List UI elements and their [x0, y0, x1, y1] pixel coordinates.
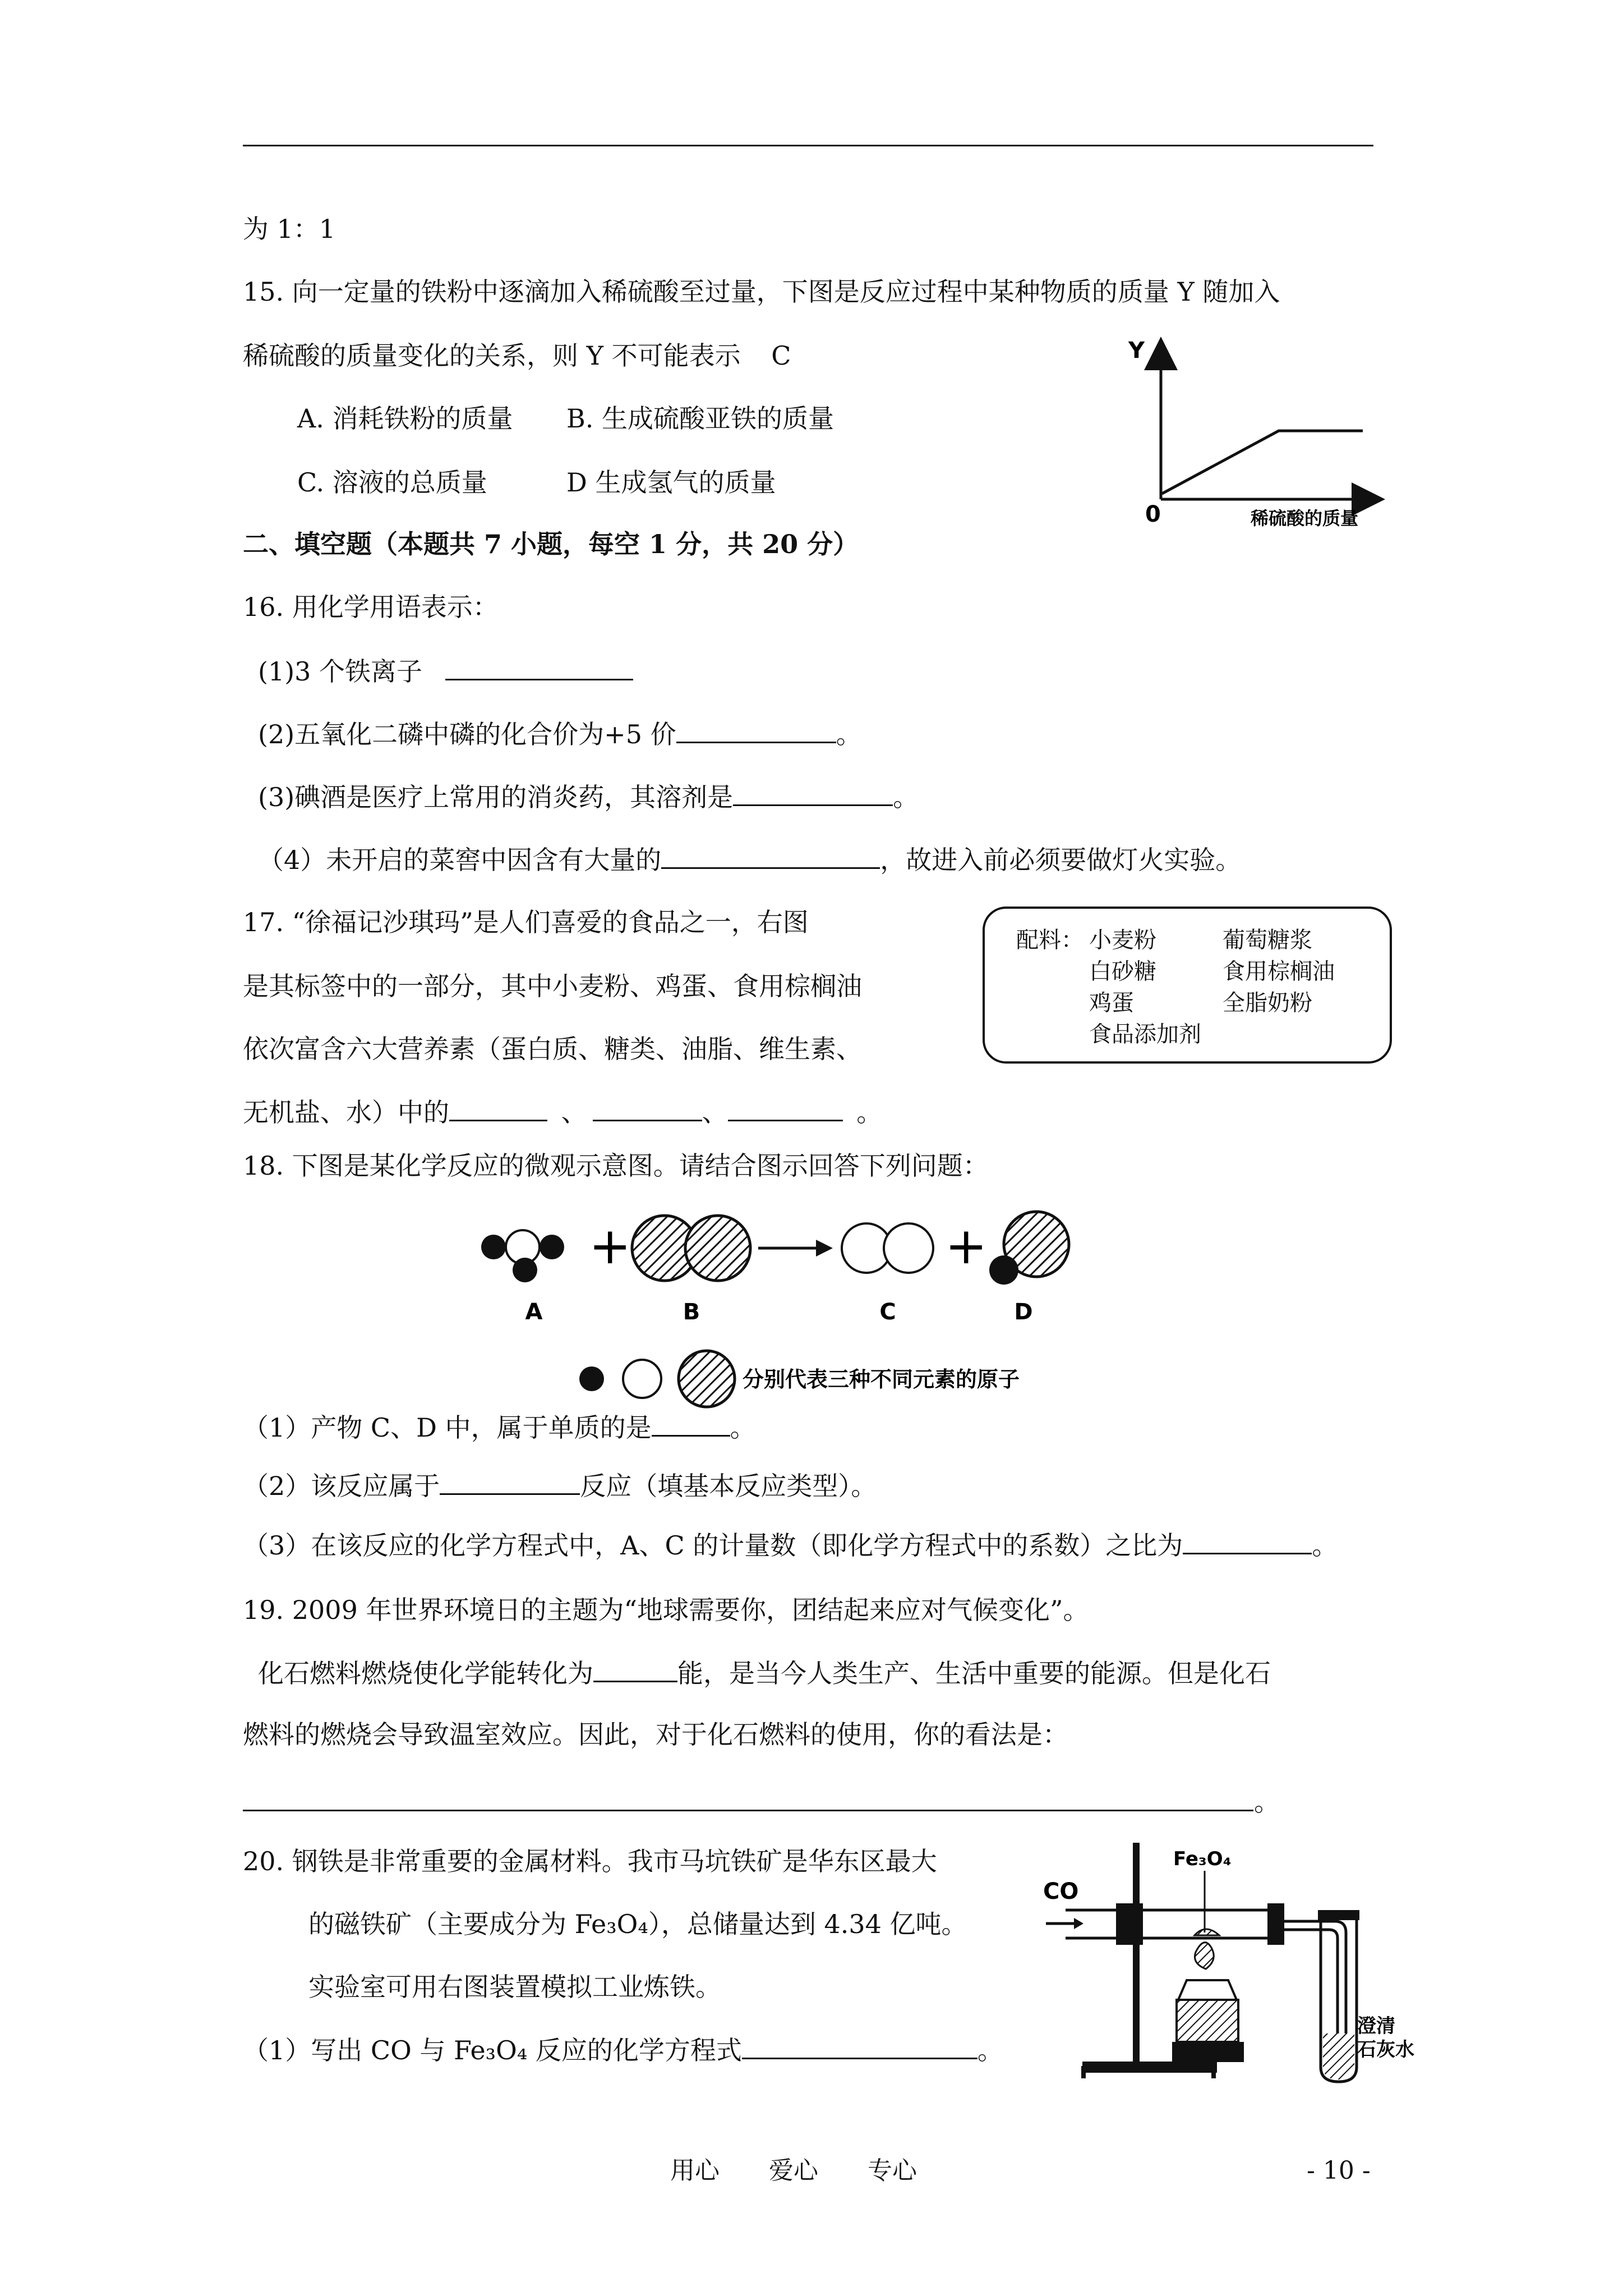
- header-rule: [243, 145, 1373, 146]
- option-a: A. 消耗铁粉的质量: [297, 403, 513, 434]
- question-18-2: [243, 1469, 877, 1503]
- footer-text: 用心 爱心 专心: [670, 2156, 917, 2185]
- molecule-label: B: [683, 1299, 700, 1325]
- molecule-c: [842, 1223, 933, 1273]
- answer-blank[interactable]: [593, 1095, 702, 1121]
- text-line: 为 1：1: [243, 214, 336, 244]
- question-15-answer: C: [771, 341, 791, 371]
- question-19: 19. 2009 年世界环境日的主题为“地球需要你，团结起来应对气候变化”。: [243, 1595, 1089, 1625]
- alcohol-burner: [1172, 1943, 1244, 2062]
- question-17-line4: [243, 1095, 882, 1129]
- question-15: 15. 向一定量的铁粉中逐滴加入稀硫酸至过量，下图是反应过程中某种物质的质量 Y 随加入: [243, 277, 1280, 307]
- question-19-text: 化石燃料燃烧使化学能转化为: [258, 1658, 593, 1688]
- question-18: 18. 下图是某化学反应的微观示意图。请结合图示回答下列问题：: [243, 1151, 989, 1181]
- answer-line-period: 。: [1254, 1787, 1280, 1817]
- question-20-line3: 实验室可用右图装置模拟工业炼铁。: [308, 1972, 721, 2002]
- question-19-text-end: 能，是当今人类生产、生活中重要的能源。但是化石: [677, 1658, 1271, 1688]
- section-heading: 二、填空题（本题共 7 小题，每空 1 分，共 20 分）: [243, 529, 859, 559]
- question-16-2: [258, 717, 862, 751]
- question-16-1-text: (1)3 个铁离子: [258, 656, 423, 687]
- question-18-1-text: （1）产物 C、D 中，属于单质的是: [243, 1412, 652, 1443]
- option-d: D 生成氢气的质量: [566, 467, 776, 498]
- answer-blank[interactable]: [728, 1095, 843, 1121]
- answer-blank[interactable]: [661, 843, 880, 869]
- period: 。: [977, 2035, 1003, 2065]
- limewater-label: 澄清: [1357, 2015, 1395, 2037]
- answer-blank[interactable]: [733, 780, 893, 806]
- ingredient-title: 配料：: [1016, 927, 1083, 953]
- ingredient-item: 小麦粉: [1089, 927, 1156, 953]
- question-19-line3: 燃料的燃烧会导致温室效应。因此，对于化石燃料的使用，你的看法是：: [243, 1719, 1068, 1750]
- question-16: 16. 用化学用语表示：: [243, 592, 499, 622]
- question-20-1-text: （1）写出 CO 与 Fe₃O₄ 反应的化学方程式: [243, 2035, 742, 2065]
- molecule-label: C: [879, 1299, 896, 1325]
- ingredient-item: 全脂奶粉: [1223, 990, 1312, 1016]
- answer-blank[interactable]: [742, 2033, 978, 2059]
- question-17-text: 无机盐、水）中的: [243, 1097, 449, 1128]
- molecule-d: [989, 1212, 1069, 1285]
- mass-curve: [1162, 431, 1363, 494]
- origin-label: 0: [1145, 501, 1161, 527]
- ingredient-item: 食用棕榈油: [1223, 959, 1335, 984]
- reaction-tube: [1066, 1903, 1284, 1945]
- question-18-1: [243, 1410, 756, 1444]
- question-19-line2: [258, 1656, 1271, 1690]
- question-20-line1: 20. 钢铁是非常重要的金属材料。我市马坑铁矿是华东区最大: [243, 1846, 937, 1876]
- co-inlet-arrow-head: [1074, 1918, 1083, 1929]
- question-16-3-text: (3)碘酒是医疗上常用的消炎药，其溶剂是: [258, 782, 734, 812]
- plus-sign: +: [945, 1217, 988, 1276]
- answer-blank[interactable]: [652, 1410, 730, 1437]
- answer-blank[interactable]: [676, 717, 836, 743]
- iron-smelting-apparatus: [1043, 1832, 1414, 2090]
- molecule-label: A: [525, 1299, 543, 1325]
- molecule-b: [632, 1216, 750, 1281]
- question-18-2-text: （2）该反应属于: [243, 1471, 440, 1501]
- answer-blank[interactable]: [1183, 1528, 1312, 1554]
- question-18-3-text: （3）在该反应的化学方程式中，A、C 的计量数（即化学方程式中的系数）之比为: [243, 1530, 1183, 1561]
- period: 。: [836, 719, 862, 749]
- atom-legend: [579, 1351, 1020, 1407]
- reaction-diagram: [471, 1200, 1133, 1402]
- mass-graph: [1116, 331, 1408, 544]
- separator: 、: [702, 1097, 728, 1128]
- period: 。: [893, 782, 919, 812]
- ingredient-item: 葡萄糖浆: [1223, 927, 1312, 953]
- x-axis-label: 稀硫酸的质量: [1251, 508, 1359, 529]
- question-17-line3: 依次富含六大营养素（蛋白质、糖类、油脂、维生素、: [243, 1034, 862, 1064]
- question-17-line2: 是其标签中的一部分，其中小麦粉、鸡蛋、食用棕榈油: [243, 971, 862, 1001]
- answer-blank[interactable]: [445, 654, 633, 680]
- question-15-text: 稀硫酸的质量变化的关系，则 Y 不可能表示: [243, 341, 741, 371]
- question-17-line1: 17. “徐福记沙琪玛”是人们喜爱的食品之一，右图: [243, 907, 809, 937]
- molecule-a: [481, 1230, 564, 1282]
- period: 。: [1312, 1530, 1338, 1561]
- plus-sign: +: [589, 1217, 631, 1276]
- ingredient-item: 白砂糖: [1089, 959, 1156, 984]
- separator: 、: [561, 1097, 587, 1128]
- question-15-cont: [243, 339, 791, 372]
- period: 。: [856, 1097, 883, 1128]
- option-b: B. 生成硫酸亚铁的质量: [566, 403, 834, 434]
- y-axis-label: Y: [1128, 338, 1145, 364]
- molecule-label: D: [1014, 1299, 1033, 1325]
- limewater-label: 石灰水: [1357, 2039, 1414, 2061]
- answer-line[interactable]: [243, 1810, 1253, 1811]
- question-20-line2: 的磁铁矿（主要成分为 Fe₃O₄），总储量达到 4.34 亿吨。: [308, 1909, 967, 1939]
- option-c: C. 溶液的总质量: [297, 467, 487, 498]
- co-label: CO: [1043, 1879, 1079, 1904]
- question-16-4: [258, 843, 1241, 877]
- answer-blank[interactable]: [593, 1656, 677, 1682]
- answer-blank[interactable]: [440, 1469, 580, 1495]
- question-20-1: [243, 2033, 1003, 2067]
- question-18-2-text-end: 反应（填基本反应类型）。: [580, 1471, 877, 1501]
- page-number: - 10 -: [1307, 2156, 1371, 2185]
- question-16-3: [258, 780, 919, 814]
- legend-text: 分别代表三种不同元素的原子: [743, 1367, 1020, 1392]
- question-16-2-text: (2)五氧化二磷中磷的化合价为+5 价: [258, 719, 676, 749]
- period: 。: [730, 1412, 756, 1443]
- answer-blank[interactable]: [449, 1095, 547, 1121]
- reaction-arrow-head: [816, 1240, 833, 1257]
- question-16-4-text: （4）未开启的菜窖中因含有大量的: [258, 845, 662, 875]
- ingredient-item: 食品添加剂: [1089, 1022, 1201, 1047]
- question-16-4-text-end: ，故进入前必须要做灯火实验。: [880, 845, 1242, 875]
- question-18-3: [243, 1528, 1338, 1562]
- fe3o4-label: Fe₃O₄: [1173, 1848, 1232, 1870]
- ingredient-item: 鸡蛋: [1089, 990, 1134, 1016]
- question-16-1: [258, 654, 633, 688]
